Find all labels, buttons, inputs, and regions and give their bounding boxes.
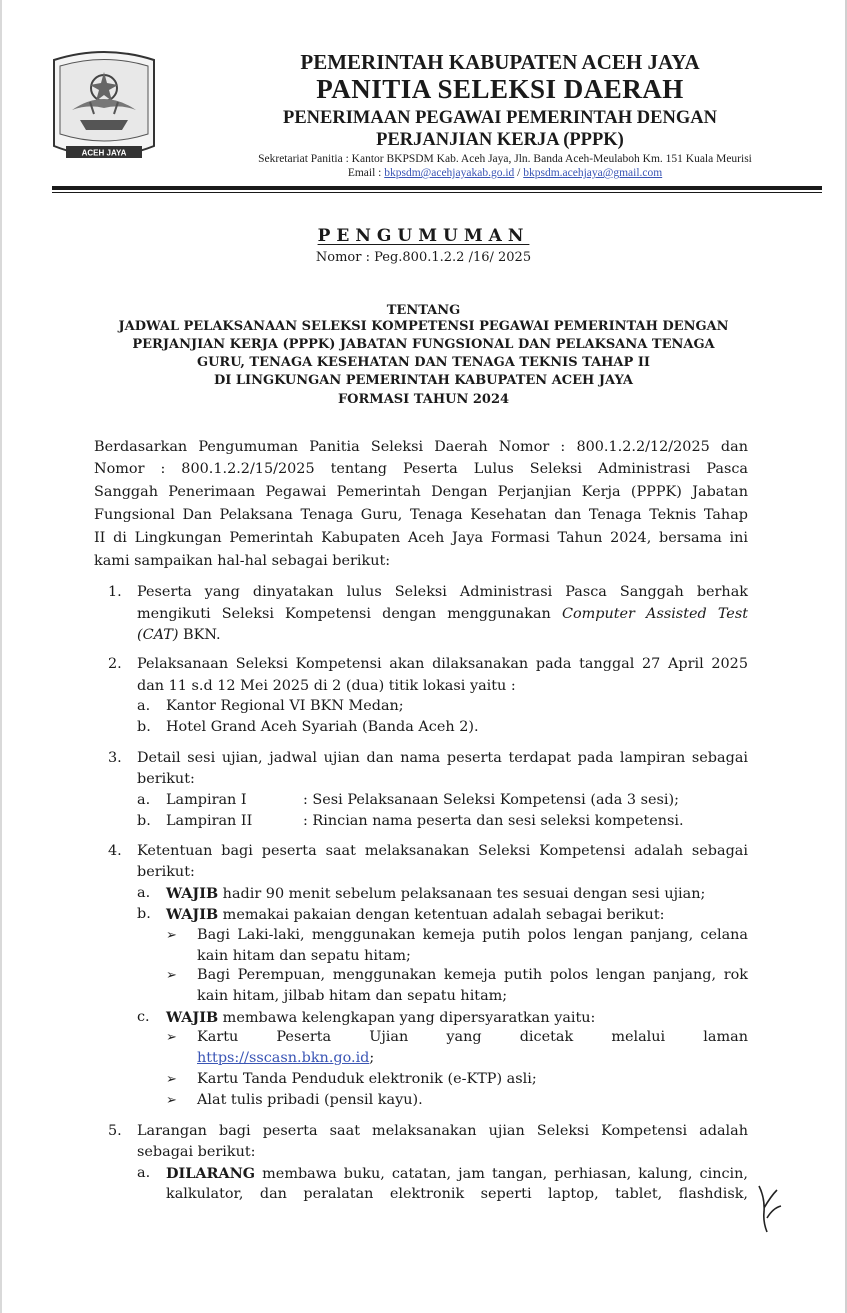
requirement-line (197, 1050, 374, 1066)
intro-line: Sanggah Penerimaan Pegawai Pemerintah Dengan Perjanjian Kerja (PPPK) Jabatan (94, 484, 748, 500)
prohibition-line: kalkulator, dan peralatan elektronik seperti laptop, tablet, flashdisk, (166, 1186, 748, 1202)
email-link-official[interactable]: bkpsdm@acehjayakab.go.id (384, 167, 515, 179)
header-divider-thick (52, 186, 822, 190)
header-divider-thin (52, 192, 822, 193)
keyword-dilarang: DILARANG (166, 1165, 256, 1182)
sub-label: a. (137, 885, 151, 901)
sub-label: a. (137, 1165, 151, 1181)
requirement-word: melalui (611, 1029, 666, 1045)
attachment-description: : Rincian nama peserta dan sesi seleksi kompetensi. (303, 813, 684, 829)
requirement-word: Peserta (276, 1029, 332, 1045)
item2-line: dan 11 s.d 12 Mei 2025 di 2 (dua) titik lokasi yaitu : (137, 678, 516, 694)
item1-text: mengikuti Seleksi Kompetensi dengan menggunakan (137, 606, 562, 622)
item3-line: Detail sesi ujian, jadwal ujian dan nama peserta terdapat pada lampiran sebagai (137, 750, 748, 766)
rule-text: hadir 90 menit sebelum pelaksanaan tes sesuai dengan sesi ujian; (218, 886, 706, 902)
header-line-government: PEMERINTAH KABUPATEN ACEH JAYA (300, 50, 700, 74)
item2-line: Pelaksanaan Seleksi Kompetensi akan dilaksanakan pada tanggal 27 April 2025 (137, 656, 748, 672)
requirement-line: Kartu Tanda Penduduk elektronik (e-KTP) asli; (197, 1071, 537, 1087)
subject-line: PERJANJIAN KERJA (PPPK) JABATAN FUNGSIONAL DAN PELAKSANA TENAGA (132, 337, 715, 352)
requirement-word: Kartu (197, 1029, 239, 1045)
page-edge-left (0, 0, 2, 1313)
intro-line: Fungsional Dan Pelaksana Tenaga Guru, Tenaga Kesehatan dan Tenaga Teknis Tahap (94, 507, 748, 523)
arrow-bullet-icon: ➢ (166, 1093, 177, 1108)
intro-line: kami sampaikan hal-hal sebagai berikut: (94, 553, 391, 569)
requirement-word: dicetak (519, 1029, 574, 1045)
sub-label: b. (137, 906, 151, 922)
keyword-wajib: WAJIB (166, 906, 219, 923)
dress-code-line: kain hitam dan sepatu hitam; (197, 948, 411, 964)
rule-text: membawa kelengkapan yang dipersyaratkan yaitu: (218, 1010, 596, 1026)
prohibition-line (166, 1165, 748, 1182)
subject-line: FORMASI TAHUN 2024 (337, 392, 510, 407)
attachment-name: Lampiran II (166, 813, 253, 829)
rule-line (166, 1009, 595, 1026)
sub-label: a. (137, 698, 151, 714)
intro-line: Berdasarkan Pengumuman Panitia Seleksi Daerah Nomor : 800.1.2.2/12/2025 dan (94, 439, 748, 455)
header-address: Sekretariat Panitia : Kantor BKPSDM Kab. Aceh Jaya, Jln. Banda Aceh-Meulaboh Km. 151 Kuala Meurisi (258, 153, 752, 165)
item3-line: berikut: (137, 771, 195, 787)
rule-line (166, 906, 664, 923)
item-number: 1. (108, 584, 122, 600)
requirement-word: yang (446, 1029, 482, 1045)
requirement-line: Alat tulis pribadi (pensil kayu). (197, 1092, 423, 1108)
item1-italic-abbrev: (CAT) (137, 627, 179, 643)
sub-label: b. (137, 719, 151, 735)
item5-line: Larangan bagi peserta saat melaksanakan ujian Seleksi Kompetensi adalah (137, 1123, 748, 1139)
item5-line: sebagai berikut: (137, 1144, 256, 1160)
requirement-text: ; (369, 1050, 375, 1066)
keyword-wajib: WAJIB (166, 1009, 219, 1026)
initial-signature-mark (755, 1178, 785, 1238)
email-link-gmail[interactable]: bkpsdm.acehjaya@gmail.com (523, 167, 663, 179)
sub-label: b. (137, 813, 151, 829)
dress-code-line: Bagi Laki-laki, menggunakan kemeja putih polos lengan panjang, celana (197, 927, 748, 943)
intro-line: II di Lingkungan Pemerintah Kabupaten Aceh Jaya Formasi Tahun 2024, bersama ini (94, 530, 748, 546)
item1-line (137, 627, 221, 643)
email-separator: / (514, 167, 524, 179)
prohibition-text: membawa buku, catatan, jam tangan, perhiasan, kalung, cincin, (255, 1166, 748, 1182)
item1-italic-cat: Computer Assisted Test (561, 606, 748, 622)
header-line-committee: PANITIA SELEKSI DAERAH (316, 74, 684, 104)
attachment-name: Lampiran I (166, 792, 247, 808)
aceh-jaya-emblem-logo (50, 50, 158, 162)
subject-line: GURU, TENAGA KESEHATAN DAN TENAGA TEKNIS TAHAP II (196, 355, 650, 370)
keyword-wajib: WAJIB (166, 885, 219, 902)
item-number: 5. (108, 1123, 122, 1139)
item4-line: berikut: (137, 864, 195, 880)
item-number: 2. (108, 656, 122, 672)
subject-line: DI LINGKUNGAN PEMERINTAH KABUPATEN ACEH JAYA (213, 373, 633, 388)
attachment-description: : Sesi Pelaksanaan Seleksi Kompetensi (ada 3 sesi); (303, 792, 679, 808)
dress-code-line: Bagi Perempuan, menggunakan kemeja putih polos lengan panjang, rok (197, 967, 748, 983)
rule-line (166, 885, 705, 902)
sub-label: a. (137, 792, 151, 808)
arrow-bullet-icon: ➢ (166, 928, 177, 943)
item1-line (137, 606, 748, 622)
requirement-word: laman (703, 1029, 748, 1045)
arrow-bullet-icon: ➢ (166, 1072, 177, 1087)
item-number: 3. (108, 750, 122, 766)
dress-code-line: kain hitam, jilbab hitam dan sepatu hitam; (197, 988, 508, 1004)
requirement-word: Ujian (369, 1029, 409, 1045)
header-line-pppk: PERJANJIAN KERJA (PPPK) (376, 130, 624, 150)
announcement-title: PENGUMUMAN (317, 226, 530, 246)
item4-line: Ketentuan bagi peserta saat melaksanakan Seleksi Kompetensi adalah sebagai (137, 843, 748, 859)
rule-text: memakai pakaian dengan ketentuan adalah sebagai berikut: (218, 907, 665, 923)
sscasn-link[interactable]: https://sscasn.bkn.go.id (197, 1050, 370, 1066)
arrow-bullet-icon: ➢ (166, 1030, 177, 1045)
header-email-line (180, 167, 830, 179)
intro-line: Nomor : 800.1.2.2/15/2025 tentang Peserta Lulus Seleksi Administrasi Pasca (94, 461, 748, 477)
email-label: Email : (347, 167, 385, 179)
sub-label: c. (137, 1009, 150, 1025)
arrow-bullet-icon: ➢ (166, 968, 177, 983)
item-number: 4. (108, 843, 122, 859)
logo-text: ACEH JAYA (81, 148, 127, 158)
location-item: Kantor Regional VI BKN Medan; (166, 698, 404, 714)
announcement-number: Nomor : Peg.800.1.2.2 /16/ 2025 (315, 250, 532, 265)
requirement-line (197, 1029, 748, 1045)
header-line-recruitment: PENERIMAAN PEGAWAI PEMERINTAH DENGAN (283, 108, 717, 128)
subject-heading: TENTANG (386, 303, 461, 318)
subject-line: JADWAL PELAKSANAAN SELEKSI KOMPETENSI PEGAWAI PEMERINTAH DENGAN (118, 319, 729, 334)
location-item: Hotel Grand Aceh Syariah (Banda Aceh 2). (166, 719, 479, 735)
item1-text: BKN. (178, 627, 221, 643)
item1-line: Peserta yang dinyatakan lulus Seleksi Administrasi Pasca Sanggah berhak (137, 584, 748, 600)
